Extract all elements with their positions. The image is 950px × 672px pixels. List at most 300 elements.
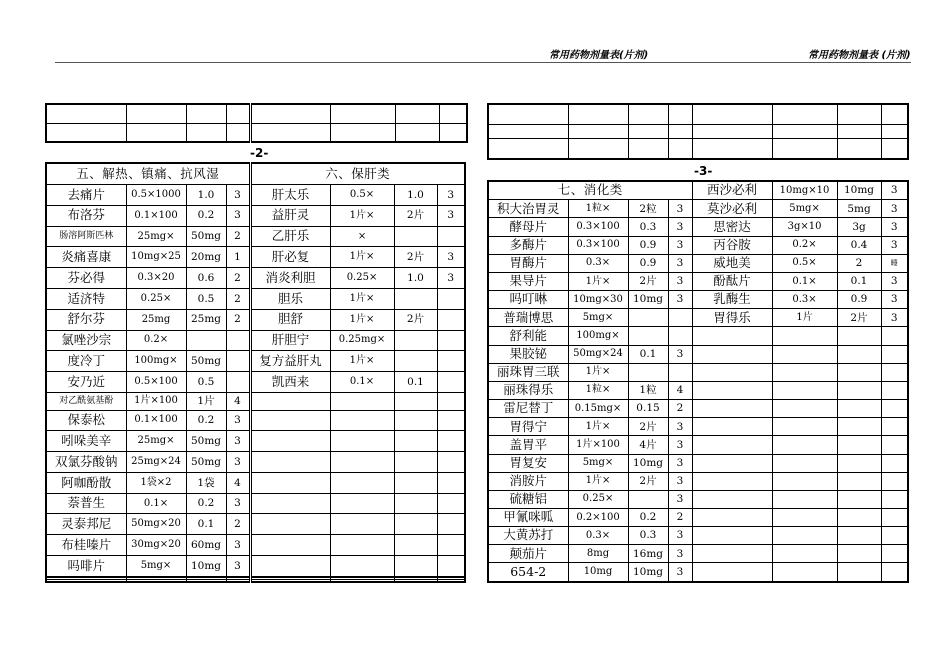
drug-name: 度冷丁 xyxy=(46,351,126,372)
table-row xyxy=(488,363,908,381)
drug-name: 果导片 xyxy=(488,272,568,290)
drug-spec: 1片× xyxy=(330,247,394,268)
table-row xyxy=(46,247,465,268)
drug-spec: 0.3× xyxy=(568,254,628,272)
drug-spec: 30mg×20 xyxy=(126,535,186,556)
drug-dose: 0.3 xyxy=(628,218,668,236)
drug-name: 654-2 xyxy=(488,563,568,582)
drug-name: 多酶片 xyxy=(488,236,568,254)
drug-times xyxy=(226,372,250,393)
drug-dose: 0.9 xyxy=(628,254,668,272)
empty-cell xyxy=(330,431,394,452)
drug-spec: 0.1×100 xyxy=(126,410,186,431)
section-title: 五、解热、镇痛、抗风湿 xyxy=(46,163,250,185)
drug-dose: 0.6 xyxy=(186,268,226,289)
drug-dose: 0.1 xyxy=(186,514,226,535)
drug-times: 3 xyxy=(881,218,908,236)
drug-spec: × xyxy=(330,226,394,247)
empty-cell xyxy=(837,345,881,363)
drug-dose: 0.1 xyxy=(837,272,881,290)
table-row xyxy=(488,200,908,218)
drug-name: 思密达 xyxy=(692,218,772,236)
drug-spec: 1粒× xyxy=(568,381,628,399)
drug-name: 布桂嗪片 xyxy=(46,535,126,556)
drug-spec: 100mg× xyxy=(568,327,628,345)
drug-dose: 10mg xyxy=(186,556,226,577)
table-row xyxy=(46,535,465,556)
table-row xyxy=(488,508,908,526)
drug-times xyxy=(226,351,250,372)
drug-spec: 0.3× xyxy=(568,527,628,545)
empty-cell xyxy=(772,527,837,545)
drug-times: 3 xyxy=(226,452,250,473)
table-row xyxy=(488,181,908,200)
empty-cell xyxy=(692,436,772,454)
drug-dose: 2片 xyxy=(837,309,881,327)
empty-cell xyxy=(837,400,881,418)
drug-times: 3 xyxy=(668,436,692,454)
drug-spec: 0.3×20 xyxy=(126,268,186,289)
table-row xyxy=(46,514,465,535)
drug-spec: 1片×100 xyxy=(126,392,186,410)
drug-times: 2 xyxy=(226,288,250,309)
drug-spec: 10mg×10 xyxy=(772,181,837,200)
empty-cell xyxy=(837,436,881,454)
drug-spec: 25mg× xyxy=(126,431,186,452)
table-row xyxy=(488,272,908,290)
table-row xyxy=(488,345,908,363)
drug-spec: 0.3×100 xyxy=(568,236,628,254)
drug-spec: 0.3× xyxy=(772,291,837,309)
empty-cell xyxy=(881,527,908,545)
drug-name: 硫糖铝 xyxy=(488,490,568,508)
drug-dosage-table-left xyxy=(45,162,466,583)
drug-dose xyxy=(628,309,668,327)
drug-times: 2 xyxy=(668,400,692,418)
stub-table-right xyxy=(487,103,909,160)
empty-cell xyxy=(881,327,908,345)
empty-cell xyxy=(330,579,394,582)
section-title: 七、消化类 xyxy=(488,181,692,200)
empty-cell xyxy=(692,400,772,418)
empty-cell xyxy=(394,493,437,514)
drug-spec: 0.5× xyxy=(772,254,837,272)
empty-cell xyxy=(837,490,881,508)
table-row xyxy=(46,288,465,309)
table-row xyxy=(46,556,465,577)
drug-times: 1 xyxy=(226,247,250,268)
empty-cell xyxy=(126,579,186,582)
drug-times xyxy=(226,330,250,351)
drug-dose: 2片 xyxy=(628,472,668,490)
drug-spec: 1粒× xyxy=(568,200,628,218)
empty-cell xyxy=(692,418,772,436)
drug-spec: 5mg× xyxy=(772,200,837,218)
drug-times: 3 xyxy=(668,218,692,236)
empty-cell xyxy=(394,452,437,473)
drug-name: 安乃近 xyxy=(46,372,126,393)
empty-cell xyxy=(226,579,250,582)
empty-cell xyxy=(250,431,330,452)
table-row xyxy=(46,309,465,330)
header-rule xyxy=(55,62,911,63)
drug-dose xyxy=(186,330,226,351)
drug-dose xyxy=(628,327,668,345)
drug-times: 3 xyxy=(226,185,250,206)
drug-name: 益肝灵 xyxy=(250,205,330,226)
drug-times: 3 xyxy=(881,309,908,327)
drug-dose: 0.4 xyxy=(837,236,881,254)
drug-dose: 10mg xyxy=(628,454,668,472)
drug-spec: 1片× xyxy=(330,309,394,330)
drug-times xyxy=(437,351,465,372)
drug-spec: 10mg×25 xyxy=(126,247,186,268)
table-row xyxy=(46,431,465,452)
empty-cell xyxy=(330,392,394,410)
drug-spec: 50mg×20 xyxy=(126,514,186,535)
empty-cell xyxy=(330,493,394,514)
table-row xyxy=(488,381,908,399)
drug-spec: 0.5×100 xyxy=(126,372,186,393)
drug-times: 3 xyxy=(668,545,692,563)
drug-times: 3 xyxy=(668,527,692,545)
empty-cell xyxy=(250,579,330,582)
drug-times: 2 xyxy=(226,268,250,289)
drug-spec: 5mg× xyxy=(568,309,628,327)
drug-dose: 1.0 xyxy=(394,268,437,289)
drug-name: 莫沙必利 xyxy=(692,200,772,218)
drug-spec: 1片× xyxy=(330,205,394,226)
empty-cell xyxy=(772,345,837,363)
drug-dose: 0.5 xyxy=(186,288,226,309)
table-row xyxy=(488,236,908,254)
drug-times xyxy=(668,363,692,381)
empty-cell xyxy=(692,345,772,363)
empty-cell xyxy=(881,400,908,418)
drug-dose: 3g xyxy=(837,218,881,236)
empty-cell xyxy=(837,381,881,399)
table-row xyxy=(46,268,465,289)
drug-name: 芬必得 xyxy=(46,268,126,289)
table-row xyxy=(46,226,465,247)
drug-dose: 2片 xyxy=(394,247,437,268)
drug-name: 雷尼替丁 xyxy=(488,400,568,418)
empty-cell xyxy=(692,563,772,582)
drug-times: 3 xyxy=(668,418,692,436)
table-row xyxy=(488,418,908,436)
drug-times: 3 xyxy=(881,291,908,309)
empty-cell xyxy=(772,400,837,418)
drug-name: 阿咖酚散 xyxy=(46,472,126,493)
empty-cell xyxy=(881,472,908,490)
drug-name: 酚酞片 xyxy=(692,272,772,290)
empty-cell xyxy=(692,490,772,508)
empty-cell xyxy=(837,327,881,345)
drug-dose: 16mg xyxy=(628,545,668,563)
drug-times: 4 xyxy=(226,392,250,410)
drug-dose: 50mg xyxy=(186,452,226,473)
drug-dose: 0.9 xyxy=(628,236,668,254)
empty-cell xyxy=(837,363,881,381)
drug-spec: 1片×100 xyxy=(568,436,628,454)
drug-name: 保泰松 xyxy=(46,410,126,431)
table-row xyxy=(46,579,465,582)
drug-spec: 100mg× xyxy=(126,351,186,372)
table-row xyxy=(46,493,465,514)
drug-times: 3 xyxy=(437,205,465,226)
drug-times: 3 xyxy=(226,205,250,226)
drug-dose: 0.5 xyxy=(186,372,226,393)
drug-times: 3 xyxy=(668,200,692,218)
drug-name: 胆乐 xyxy=(250,288,330,309)
table-row xyxy=(488,436,908,454)
drug-times xyxy=(437,226,465,247)
empty-cell xyxy=(692,472,772,490)
table-row xyxy=(488,254,908,272)
drug-dose: 2片 xyxy=(628,272,668,290)
drug-spec: 1片× xyxy=(330,288,394,309)
drug-dose: 50mg xyxy=(186,351,226,372)
drug-name: 胃复安 xyxy=(488,454,568,472)
drug-name: 胆舒 xyxy=(250,309,330,330)
drug-dose: 0.1 xyxy=(394,372,437,393)
drug-times: 4 xyxy=(668,381,692,399)
empty-cell xyxy=(250,493,330,514)
drug-dose: 10mg xyxy=(628,563,668,582)
drug-dose: 10mg xyxy=(628,291,668,309)
empty-cell xyxy=(692,527,772,545)
drug-dose: 2片 xyxy=(394,309,437,330)
empty-cell xyxy=(250,514,330,535)
empty-cell xyxy=(437,535,465,556)
empty-cell xyxy=(692,363,772,381)
table-row xyxy=(46,205,465,226)
drug-spec: 1片× xyxy=(568,363,628,381)
drug-times: 3 xyxy=(668,454,692,472)
drug-name: 酵母片 xyxy=(488,218,568,236)
drug-name: 丙谷胺 xyxy=(692,236,772,254)
drug-times: 3 xyxy=(226,431,250,452)
empty-cell xyxy=(250,472,330,493)
table-row xyxy=(488,327,908,345)
empty-cell xyxy=(837,508,881,526)
drug-name: 消炎利胆 xyxy=(250,268,330,289)
drug-times: 3 xyxy=(668,472,692,490)
empty-cell xyxy=(437,556,465,577)
empty-cell xyxy=(394,472,437,493)
drug-name: 大黄苏打 xyxy=(488,527,568,545)
table-row xyxy=(488,218,908,236)
drug-times: 3 xyxy=(668,291,692,309)
table-row xyxy=(46,472,465,493)
drug-times: 3 xyxy=(226,493,250,514)
empty-cell xyxy=(394,535,437,556)
drug-times: 3 xyxy=(226,556,250,577)
empty-cell xyxy=(881,363,908,381)
drug-dose xyxy=(394,226,437,247)
drug-dose: 1粒 xyxy=(628,381,668,399)
empty-cell xyxy=(772,454,837,472)
drug-name: 炎痛喜康 xyxy=(46,247,126,268)
empty-cell xyxy=(772,418,837,436)
drug-name: 肝必复 xyxy=(250,247,330,268)
empty-cell xyxy=(250,452,330,473)
drug-name: 丽珠得乐 xyxy=(488,381,568,399)
drug-spec: 25mg xyxy=(126,309,186,330)
drug-spec: 0.25mg× xyxy=(330,330,394,351)
empty-cell xyxy=(437,579,465,582)
stub-table-left xyxy=(45,103,468,143)
drug-spec: 10mg×30 xyxy=(568,291,628,309)
drug-times: 3 xyxy=(437,185,465,206)
drug-name: 双氯芬酸钠 xyxy=(46,452,126,473)
drug-name: 胃酶片 xyxy=(488,254,568,272)
empty-cell xyxy=(250,556,330,577)
drug-times: 2 xyxy=(668,508,692,526)
drug-name: 普瑞博思 xyxy=(488,309,568,327)
page-number-right: -3- xyxy=(694,164,713,178)
drug-dose: 1袋 xyxy=(186,472,226,493)
empty-cell xyxy=(881,381,908,399)
empty-cell xyxy=(837,472,881,490)
drug-dose: 20mg xyxy=(186,247,226,268)
drug-times xyxy=(668,327,692,345)
drug-name: 吗啡片 xyxy=(46,556,126,577)
drug-name: 胃得宁 xyxy=(488,418,568,436)
empty-cell xyxy=(692,508,772,526)
empty-cell xyxy=(394,392,437,410)
table-row xyxy=(46,392,465,410)
drug-dose: 50mg xyxy=(186,431,226,452)
drug-dose: 1.0 xyxy=(186,185,226,206)
drug-name: 消胺片 xyxy=(488,472,568,490)
empty-cell xyxy=(772,490,837,508)
drug-dose: 2粒 xyxy=(628,200,668,218)
drug-spec: 8mg xyxy=(568,545,628,563)
drug-spec: 10mg xyxy=(568,563,628,582)
empty-cell xyxy=(330,514,394,535)
empty-cell xyxy=(881,454,908,472)
empty-cell xyxy=(437,410,465,431)
drug-name: 丽珠胃三联 xyxy=(488,363,568,381)
empty-cell xyxy=(437,493,465,514)
drug-name: 积大治胃灵 xyxy=(488,200,568,218)
table-row xyxy=(46,330,465,351)
empty-cell xyxy=(394,556,437,577)
drug-name: 舒利能 xyxy=(488,327,568,345)
drug-dose: 50mg xyxy=(186,226,226,247)
empty-cell xyxy=(837,454,881,472)
drug-spec: 50mg×24 xyxy=(568,345,628,363)
drug-spec: 0.1× xyxy=(330,372,394,393)
drug-times xyxy=(668,309,692,327)
table-row xyxy=(488,490,908,508)
empty-cell xyxy=(692,381,772,399)
drug-dose: 4片 xyxy=(628,436,668,454)
empty-cell xyxy=(394,410,437,431)
drug-spec: 25mg×24 xyxy=(126,452,186,473)
drug-times: 3 xyxy=(437,247,465,268)
empty-cell xyxy=(394,431,437,452)
empty-cell xyxy=(881,545,908,563)
empty-cell xyxy=(250,535,330,556)
drug-times: 3 xyxy=(881,200,908,218)
drug-dose: 0.2 xyxy=(186,493,226,514)
empty-cell xyxy=(881,490,908,508)
empty-cell xyxy=(186,579,226,582)
drug-spec: 0.25× xyxy=(568,490,628,508)
drug-dose: 5mg xyxy=(837,200,881,218)
table-row xyxy=(46,372,465,393)
drug-spec: 0.25× xyxy=(330,268,394,289)
drug-name: 布洛芬 xyxy=(46,205,126,226)
drug-dose xyxy=(394,288,437,309)
table-row xyxy=(488,291,908,309)
header-title-left: 常用药物剂量表(片剂) xyxy=(549,50,649,61)
empty-cell xyxy=(772,436,837,454)
drug-name: 乳酶生 xyxy=(692,291,772,309)
drug-dose: 0.9 xyxy=(837,291,881,309)
empty-cell xyxy=(330,452,394,473)
drug-spec: 1片× xyxy=(568,472,628,490)
drug-name: 乙肝乐 xyxy=(250,226,330,247)
drug-times: 4 xyxy=(226,472,250,493)
empty-cell xyxy=(437,392,465,410)
empty-cell xyxy=(330,410,394,431)
drug-spec: 0.15mg× xyxy=(568,400,628,418)
drug-dose xyxy=(628,490,668,508)
drug-dose xyxy=(394,330,437,351)
drug-name: 果胶铋 xyxy=(488,345,568,363)
drug-name: 颠茄片 xyxy=(488,545,568,563)
drug-times: 3 xyxy=(437,268,465,289)
drug-dose: 0.2 xyxy=(628,508,668,526)
drug-dose: 0.1 xyxy=(628,345,668,363)
empty-cell xyxy=(437,431,465,452)
empty-cell xyxy=(394,579,437,582)
drug-name: 适济特 xyxy=(46,288,126,309)
drug-spec: 0.2×100 xyxy=(568,508,628,526)
table-row xyxy=(46,452,465,473)
section-header-row xyxy=(46,163,465,185)
drug-name: 吗叮啉 xyxy=(488,291,568,309)
drug-name: 凯西来 xyxy=(250,372,330,393)
section-title: 六、保肝类 xyxy=(250,163,465,185)
drug-times: 3 xyxy=(668,563,692,582)
drug-spec: 1片× xyxy=(330,351,394,372)
empty-cell xyxy=(837,418,881,436)
drug-times xyxy=(437,330,465,351)
drug-dose: 2片 xyxy=(628,418,668,436)
table-row xyxy=(488,400,908,418)
drug-name: 肠溶阿斯匹林 xyxy=(46,226,126,247)
drug-dose: 0.3 xyxy=(628,527,668,545)
table-row xyxy=(488,563,908,582)
drug-dose: 10mg xyxy=(837,181,881,200)
drug-times: 3 xyxy=(881,272,908,290)
drug-spec: 1片 xyxy=(772,309,837,327)
drug-spec: 0.1× xyxy=(772,272,837,290)
empty-cell xyxy=(837,545,881,563)
empty-cell xyxy=(692,454,772,472)
drug-times: 3 xyxy=(226,410,250,431)
empty-cell xyxy=(772,363,837,381)
drug-times xyxy=(437,288,465,309)
table-row xyxy=(46,351,465,372)
drug-spec: 0.2× xyxy=(772,236,837,254)
drug-times: 2 xyxy=(226,309,250,330)
drug-times xyxy=(437,309,465,330)
